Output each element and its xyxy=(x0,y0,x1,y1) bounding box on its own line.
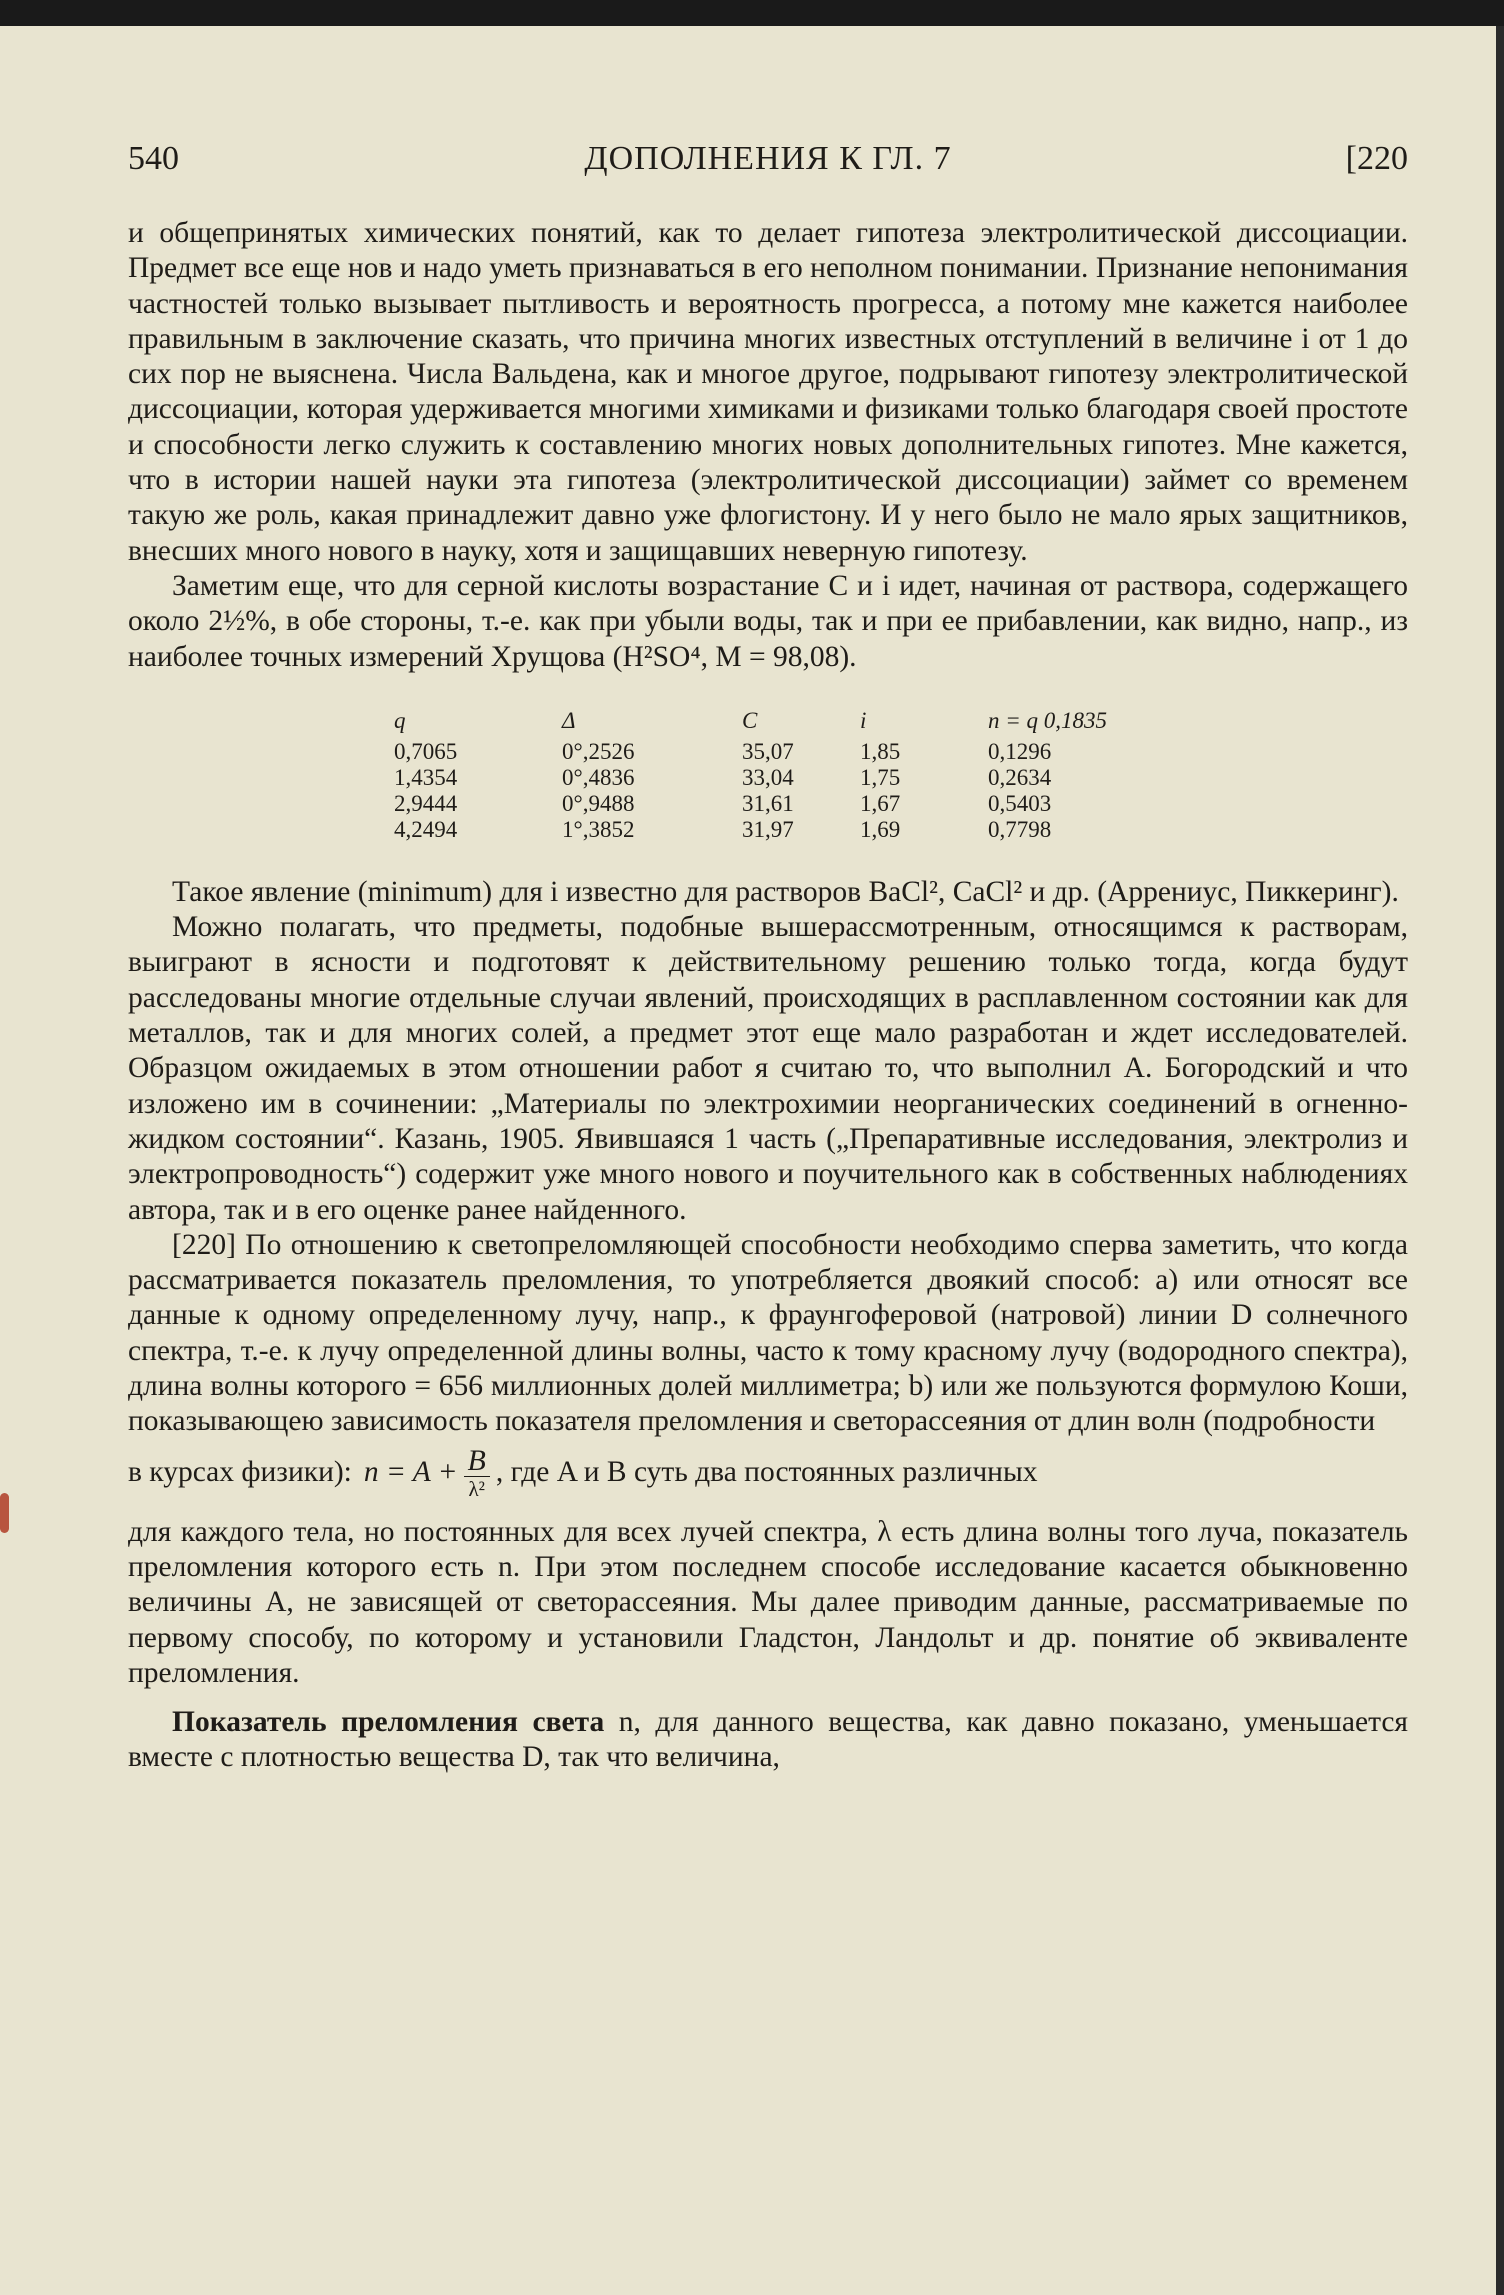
table-cell: 1,69 xyxy=(860,816,901,842)
section-number: [220 xyxy=(1345,140,1408,177)
table-cell: 0,5403 xyxy=(988,790,1052,816)
khrushchov-table xyxy=(394,703,1148,843)
table-cell: 0,7798 xyxy=(988,816,1052,842)
formula-fraction xyxy=(464,1443,490,1501)
table-cell: 1,75 xyxy=(860,764,901,790)
table-cell: 2,9444 xyxy=(394,790,458,816)
paragraph-dissociation: и общепринятых химических понятий, как то делает гипотеза электролитической диссоциации. Предмет все еще нов и надо уметь признаваться в его неполном понимании. Признание непонимания частностей только вызывает пытливость и вероятность прогресса, а потому мне кажется наиболее правильным в заключение сказать, что причина многих известных отступлений в величине i от 1 до сих пор не выяснена. Числа Вальдена, как и многое другое, подрывают гипотезу электролитической диссоциации, которая удерживается многими химиками и физиками только благодаря своей простоте и способности легко служить к составлению многих новых дополнительных гипотез. Мне кажется, что в истории нашей науки эта гипотеза (электролитической диссоциации) займет со временем такую же роль, какая принадлежит давно уже флогистону. И у него было не мало ярых защитников, внесших много нового в науку, хотя и защищавших неверную гипотезу. xyxy=(128,217,1408,567)
refractive-index-heading: Показатель преломления света xyxy=(172,1706,605,1739)
formula-suffix: , где A и B суть два постоянных различных xyxy=(495,1456,1038,1489)
paragraph-molten-state: Можно полагать, что предметы, подобные вышерассмотренным, относящимся к растворам, выиграют в ясности и подготовят к действительному решению только тогда, когда будут расследованы многие отдельные случаи явлений, происходящих в расплавленном состоянии как для металлов, так и для многих солей, а предмет этот еще мало разработан и ждет исследователей. Образцом ожидаемых в этом отношении работ я считаю то, что выполнил А. Богородский и что изложено им в сочинении: „Материалы по электрохимии неорганических соединений в огненно-жидком состоянии“. Казань, 1905. Явившаяся 1 часть („Препаративные исследования, электролиз и электропроводность“) содержит уже много нового и поучительного как в собственных наблюдениях автора, так и в его оценке ранее найденного. xyxy=(128,911,1408,1226)
table-cell: 1,85 xyxy=(860,738,901,764)
table-cell: 31,97 xyxy=(742,816,794,842)
table-cell: 0,7065 xyxy=(394,738,458,764)
column-header-q: q xyxy=(394,707,406,733)
column-header-n: n = q 0,1835 xyxy=(988,707,1108,733)
table-cell: 0°,9488 xyxy=(562,790,635,816)
table-cell: 1°,3852 xyxy=(562,816,635,842)
column-header-i: i xyxy=(860,707,867,733)
table-cell: 4,2494 xyxy=(394,816,458,842)
table-row xyxy=(394,791,1148,817)
table-cell: 0°,2526 xyxy=(562,738,635,764)
column-header-c: C xyxy=(742,707,758,733)
paragraph-minimum: Такое явление (minimum) для i известно для растворов BaCl², CaCl² и др. (Аррениус, Пиккеринг). xyxy=(172,875,1399,908)
table-header-row xyxy=(394,703,1148,739)
paragraph-sulfuric-acid: Заметим еще, что для серной кислоты возрастание C и i идет, начиная от раствора, содержащего около 2½%, в обе стороны, т.-е. как при убыли воды, так и при ее прибавлении, как видно, напр., из наиболее точных измерений Хрущова (H²SO⁴, M = 98,08). xyxy=(128,569,1408,673)
formula-denominator: λ² xyxy=(468,1476,485,1501)
margin-mark xyxy=(0,1493,9,1533)
table-cell: 31,61 xyxy=(742,790,794,816)
paragraph-refraction-continued: для каждого тела, но постоянных для всех лучей спектра, λ есть длина волны того луча, показатель преломления которого есть n. При этом последнем способе исследование касается обыкновенно величины A, не зависящей от светорассеяния. Мы далее приводим данные, рассматриваемые по первому способу, по которому и установили Гладстон, Ландольт и др. понятие об эквиваленте преломления. xyxy=(128,1515,1408,1689)
chapter-title: ДОПОЛНЕНИЯ К ГЛ. 7 xyxy=(584,140,952,177)
table-cell: 0,1296 xyxy=(988,738,1052,764)
cauchy-formula-line xyxy=(128,1443,1408,1501)
column-header-delta: Δ xyxy=(562,707,576,733)
formula-lhs: n = A + xyxy=(363,1456,458,1489)
formula-prefix: в курсах физики): xyxy=(128,1456,352,1489)
page-body xyxy=(128,216,1408,1776)
page-number: 540 xyxy=(128,140,179,177)
table-cell: 0,2634 xyxy=(988,764,1052,790)
running-header xyxy=(128,140,1408,190)
refractive-index-text: n, для данного вещества, как давно показано, уменьшается вместе с плотностью вещества D, так что величина, xyxy=(128,1706,1408,1774)
table-cell: 35,07 xyxy=(742,738,794,764)
table-cell: 0°,4836 xyxy=(562,764,635,790)
table-cell: 33,04 xyxy=(742,764,794,790)
table-row xyxy=(394,739,1148,765)
table-cell: 1,67 xyxy=(860,790,901,816)
paragraph-refraction: [220] По отношению к светопреломляющей способности необходимо сперва заметить, что когда рассматривается показатель преломления, то употребляется двоякий способ: a) или относят все данные к одному определенному лучу, напр., к фраунгоферовой (натровой) линии D солнечного спектра, т.-е. к лучу определенной длины волны, часто к тому красному лучу (водородного спектра), длина волны которого = 656 миллионных долей миллиметра; b) или же пользуются формулою Коши, показывающею зависимость показателя преломления и светорассеяния от длин волн (подробности xyxy=(128,1228,1408,1438)
formula-numerator: B xyxy=(464,1446,490,1477)
scan-right-border xyxy=(1496,26,1504,2295)
table-row xyxy=(394,765,1148,791)
scan-top-border xyxy=(0,0,1504,26)
table-row xyxy=(394,817,1148,843)
table-cell: 1,4354 xyxy=(394,764,458,790)
paragraph-refractive-index xyxy=(128,1705,1408,1776)
